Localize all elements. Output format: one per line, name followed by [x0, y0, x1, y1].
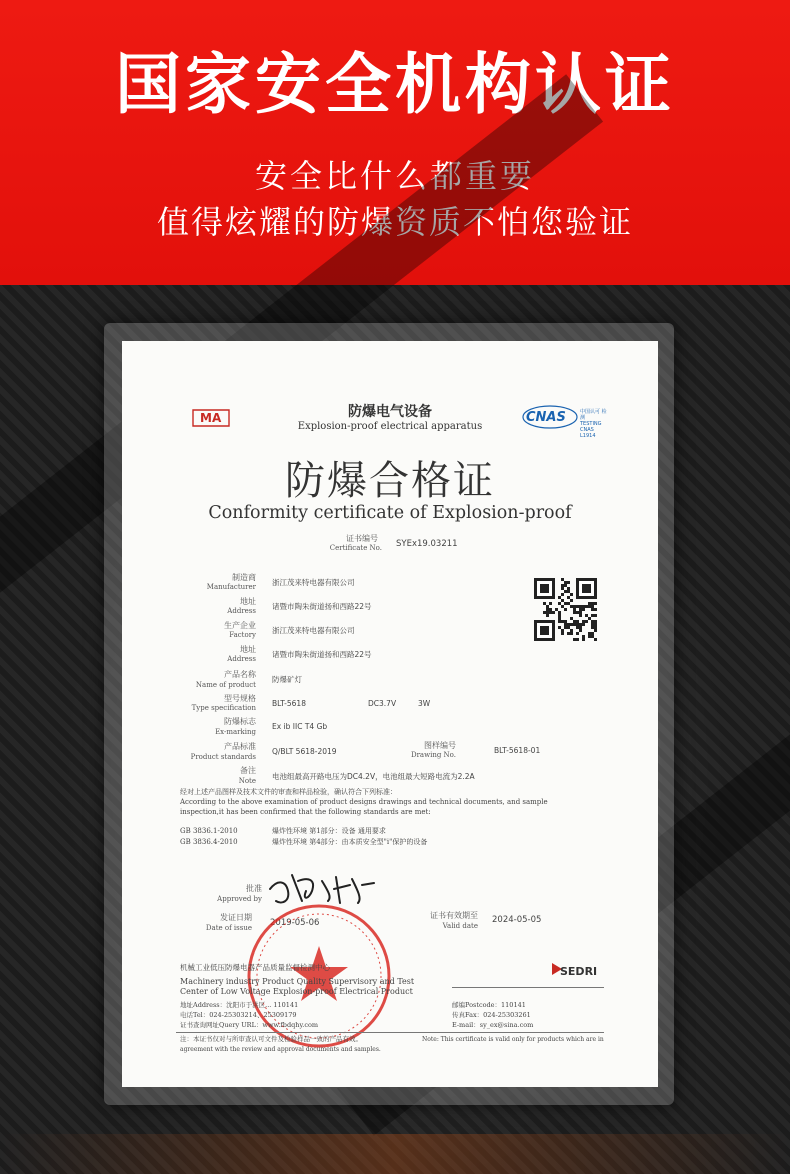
approved-label-cn: 批准 — [246, 884, 262, 893]
footer-note-en-2: agreement with the review and approval documents and samples. — [180, 1046, 381, 1053]
banner-subline-2: 值得炫耀的防爆资质不怕您验证 — [156, 203, 633, 241]
background-glow — [0, 1134, 790, 1174]
footer-note-cn: 注：本证书仅对与所审查认可文件及检验样品一致的产品有效。 — [180, 1035, 362, 1043]
center-name-en-1: Machinery industry Product Quality Supervisory and Test — [180, 977, 415, 986]
standard-code: GB 3836.4-2010 — [180, 838, 238, 846]
certificate-title-cn: 防爆合格证 — [285, 458, 495, 504]
fax-text: 传真Fax：024-25303261 — [452, 1011, 531, 1019]
field-value: 诸暨市陶朱街道扬和西路22号 — [272, 602, 372, 611]
email-text: E-mail：sy_ex@sina.com — [452, 1021, 534, 1029]
certificate-paper — [122, 341, 658, 1087]
cnas-logo — [522, 405, 607, 439]
field-label-cn: 型号规格 — [224, 694, 256, 703]
center-name-en-2: Center of Low Voltage Explosion-proof Electrical Product — [180, 987, 413, 996]
standard-desc: 爆炸性环境 第4部分：由本质安全型"i"保护的设备 — [272, 838, 428, 846]
valid-date-value: 2024-05-05 — [492, 915, 542, 925]
field-value: 诸暨市陶朱街道扬和西路22号 — [272, 650, 372, 659]
field-value: BLT-5618 — [272, 699, 306, 708]
field-value: Q/BLT 5618-2019 — [272, 747, 337, 756]
valid-date-label-cn: 证书有效期至 — [430, 911, 478, 920]
sedri-logo — [550, 959, 610, 983]
tel-text: 电话Tel：024-25303214、25309179 — [180, 1011, 297, 1019]
statement-en-1: According to the above examination of product designs drawings and technical documents, and sample — [180, 798, 548, 806]
address-text: 地址Address：沈阳市于洪区... 110141 — [180, 1001, 299, 1009]
sedri-logo-text: SEDRI — [560, 965, 598, 978]
field-label-cn: 地址 — [240, 597, 256, 606]
statement-cn: 经对上述产品图样及技术文件的审查和样品检验，确认符合下列标准： — [180, 788, 397, 796]
standard-desc: 爆炸性环境 第1部分：设备 通用要求 — [272, 827, 386, 835]
field-label-en: Address — [227, 655, 256, 663]
issue-date-value: 2019-05-06 — [270, 918, 320, 928]
spec-voltage: DC3.7V — [368, 699, 397, 708]
field-value: 防爆矿灯 — [272, 675, 302, 684]
drawing-label-en: Drawing No. — [410, 751, 456, 759]
field-label-en: Address — [227, 607, 256, 615]
field-label-cn: 防爆标志 — [224, 717, 256, 726]
drawing-value: BLT-5618-01 — [494, 746, 541, 755]
field-label-en: Type specification — [191, 704, 256, 712]
field-label-en: Manufacturer — [206, 583, 256, 591]
divider — [176, 1032, 604, 1033]
approved-label-en: Approved by — [217, 895, 262, 903]
banner-headline: 国家安全机构认证 — [115, 46, 675, 123]
valid-date-label-en: Valid date — [442, 922, 478, 930]
certificate-title-en: Conformity certificate of Explosion-proof — [208, 503, 572, 523]
center-name-cn: 机械工业低压防爆电器产品质量监督检测中心 — [180, 963, 330, 972]
field-value: 浙江茂来特电器有限公司 — [272, 578, 355, 587]
field-value: 电池组最高开路电压为DC4.2V，电池组最大短路电流为2.2A — [272, 772, 475, 781]
banner-subline-1: 安全比什么都重要 — [254, 157, 535, 195]
divider — [452, 987, 604, 988]
spec-power: 3W — [418, 699, 431, 708]
field-label-cn: 地址 — [240, 645, 256, 654]
cert-no-label-en: Certificate No. — [329, 544, 382, 552]
query-url-text: 证书查询网址Query URL：www.fbdqhy.com — [180, 1021, 319, 1029]
cnas-logo-sub: 中国认可 检测 TESTING CNAS L1914 — [580, 409, 607, 439]
drawing-label-cn: 图样编号 — [424, 741, 456, 750]
field-label-en: Name of product — [195, 681, 256, 689]
field-label-cn: 备注 — [240, 766, 256, 775]
field-label-en: Note — [238, 777, 256, 785]
qr-code — [534, 578, 598, 644]
cert-no-label-cn: 证书编号 — [346, 534, 378, 543]
issue-date-label-en: Date of issue — [205, 924, 252, 932]
field-label-cn: 制造商 — [232, 573, 256, 582]
standard-code: GB 3836.1-2010 — [180, 827, 238, 835]
field-value: 浙江茂来特电器有限公司 — [272, 626, 355, 635]
apparatus-title-cn: 防爆电气设备 — [348, 404, 432, 420]
field-label-en: Ex-marking — [215, 728, 256, 736]
cnas-logo-text: CNAS — [526, 410, 566, 425]
issue-date-label-cn: 发证日期 — [220, 913, 252, 922]
field-label-cn: 生产企业 — [224, 621, 256, 630]
field-label-cn: 产品标准 — [224, 742, 256, 751]
field-label-en: Factory — [229, 631, 256, 639]
statement-en-2: inspection,it has been confirmed that the following standards are met: — [180, 808, 431, 816]
postcode-text: 邮编Postcode：110141 — [452, 1001, 526, 1009]
field-label-en: Product standards — [190, 753, 256, 761]
field-value: Ex ib IIC T4 Gb — [272, 722, 328, 731]
field-label-cn: 产品名称 — [224, 670, 256, 679]
cert-no-value: SYEx19.03211 — [396, 539, 458, 549]
apparatus-title-en: Explosion-proof electrical apparatus — [297, 421, 483, 432]
footer-note-en-1: Note: This certificate is valid only for products which are in — [422, 1036, 604, 1043]
cma-logo-text: MA — [200, 411, 222, 425]
